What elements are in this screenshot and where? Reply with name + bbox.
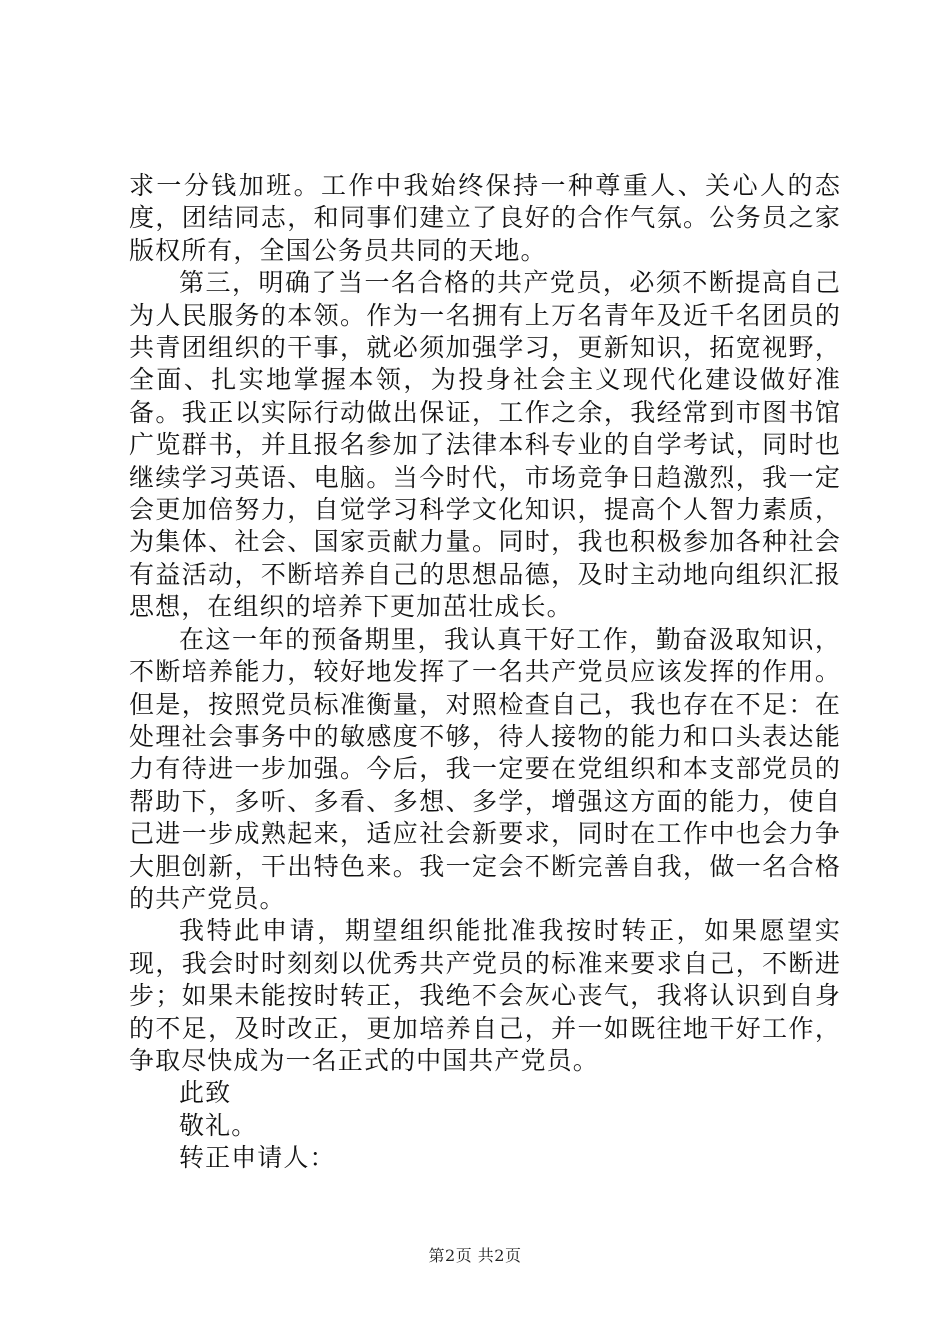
document-body	[129, 170, 841, 1175]
closing-salutation: 此致	[179, 1078, 232, 1108]
page-number-footer: 第2页 共2页	[428, 1246, 522, 1265]
paragraph-self-assessment: 在这一年的预备期里，我认真干好工作，勤奋汲取知识，不断培养能力，较好地发挥了一名共产党员应该发挥的作用。但是，按照党员标准衡量，对照检查自己，我也存在不足：在处理社会事务中的敏感度不够，待人接物的能力和口头表达能力有待进一步加强。今后，我一定要在党组织和本支部党员的帮助下，多听、多看、多想、多学，增强这方面的能力，使自己进一步成熟起来，适应社会新要求，同时在工作中也会力争大胆创新，干出特色来。我一定会不断完善自我，做一名合格的共产党员。	[129, 624, 841, 913]
paragraph-third-point: 第三，明确了当一名合格的共产党员，必须不断提高自己为人民服务的本领。作为一名拥有上万名青年及近千名团员的共青团组织的干事，就必须加强学习，更新知识，拓宽视野，全面、扎实地掌握本领，为投身社会主义现代化建设做好准备。我正以实际行动做出保证，工作之余，我经常到市图书馆广览群书，并且报名参加了法律本科专业的自学考试，同时也继续学习英语、电脑。当今时代，市场竞争日趋激烈，我一定会更加倍努力，自觉学习科学文化知识，提高个人智力素质，为集体、社会、国家贡献力量。同时，我也积极参加各种社会有益活动，不断培养自己的思想品德，及时主动地向组织汇报思想，在组织的培养下更加茁壮成长。	[129, 268, 841, 622]
paragraph-continued: 求一分钱加班。工作中我始终保持一种尊重人、关心人的态度，团结同志，和同事们建立了良好的合作气氛。公务员之家版权所有，全国公务员共同的天地。	[129, 171, 841, 265]
closing-regards: 敬礼。	[179, 1110, 258, 1140]
paragraph-application-request: 我特此申请，期望组织能批准我按时转正，如果愿望实现，我会时时刻刻以优秀共产党员的标准来要求自己，不断进步；如果未能按时转正，我绝不会灰心丧气，我将认识到自身的不足，及时改正，更加培养自己，并一如既往地干好工作，争取尽快成为一名正式的中国共产党员。	[129, 916, 841, 1075]
signature-label: 转正申请人：	[179, 1143, 336, 1173]
